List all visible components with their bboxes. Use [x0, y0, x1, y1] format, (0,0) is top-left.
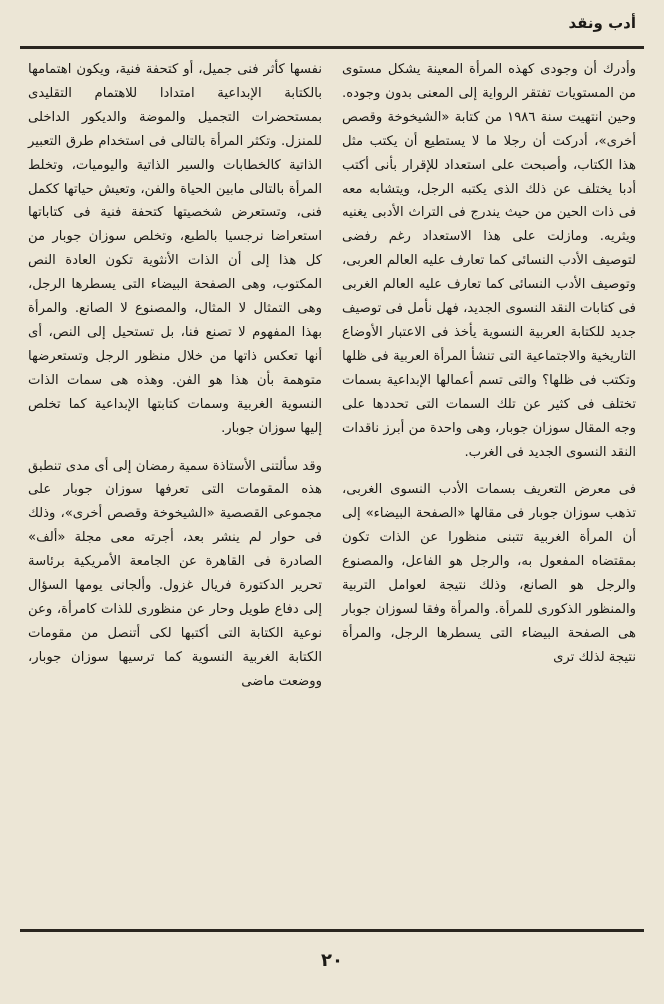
header-rule — [20, 46, 644, 49]
paragraph: نفسها كأثر فنى جميل، أو كتحفة فنية، ويكون اهتمامها بالكتابة الإبداعية امتدادا للاهتمام التقليدى بمستحضرات التجميل والموضة والديكور الداخلى للمنزل. وتكثر المرأة بالتالى فى استخدام طرق التعبير الذاتية كالخطابات والسير الذاتية واليوميات، وتخلط المرأة بالتالى مابين الحياة والفن، وتعيش حياتها ككمل فنى، وتستعرض شخصيتها كتحفة فنية فى كتاباتها استعراضا نرجسيا بالطبع، وتخلص سوزان جوبار من كل هذا إلى أن الذات الأنثوية تكون العادة النص المكتوب، وهى الصفحة البيضاء التى يسطرها الرجل، وهى التمثال لا المثال، والمصنوع لا الصانع. والمرأة بهذا المفهوم لا تصنع فنا، بل تستحيل إلى النص، أى أنها تعكس ذاتها من خلال منظور الرجل وتستعرضها متوهمة بأن هذا هو الفن. وهذه هى سمات الذات النسوية الغربية وسمات كتابتها الإبداعية كما تخلص إليها سوزان جوبار. — [28, 62, 322, 436]
left-column — [28, 58, 322, 920]
page-number: ٢٠ — [321, 950, 343, 971]
footer-rule — [20, 929, 644, 932]
paragraph: وأدرك أن وجودى كهذه المرأة المعينة يشكل مستوى من المستويات تفتقر الرواية إلى المعنى بدون وجوده. وحين انتهيت سنة ١٩٨٦ من كتابة «الشيخوخة وقصص أخرى»، أدركت أن رجلا ما لا يستطيع أن يكتب مثل هذا الكتاب، وأصبحت على استعداد للإقرار بأنى أكتب أدبا يختلف عن ذلك الذى يكتبه الرجل، ويتشابه معه فى ذات الحين من حيث يندرج فى التراث الأدبى يغنيه ويثريه. ومازلت على هذا الاستعداد رغم رفضى لتوصيف الأدب النسائى كما تعارف عليه العالم العربى، وتوصيف الأدب النسائى كما تعارف عليه العالم الغربى فى كتابات النقد النسوى الجديد، فهل نأمل فى توصيف جديد للكتابة العربية النسوية يأخذ فى الاعتبار الأوضاع التاريخية والاجتماعية التى تنشأ المرأة العربية فى ظلها وتكتب فى ظلها؟ والتى تسم أعمالها الإبداعية بسمات تختلف فى كثير عن تلك السمات التى تحددها على وجه المقال سوزان جوبار، وهى واحدة من أبرز ناقدات النقد النسوى الجديد فى الغرب. — [342, 62, 636, 460]
paragraph: فى معرض التعريف بسمات الأدب النسوى الغربى، تذهب سوزان جوبار فى مقالها «الصفحة البيضاء» إلى أن المرأة الغربية تتبنى منظورا عن الذات تكون بمقتضاه المفعول به، والرجل هو الفاعل، والمصنوع والرجل هو الصانع، وذلك نتيجة لعوامل التربية والمنظور الذكورى للمرأة. والمرأة وفقا لسوزان جوبار هى الصفحة البيضاء التى يسطرها الرجل، والمرأة نتيجة لذلك ترى — [342, 482, 636, 665]
paragraph: وقد سألتنى الأستاذة سمية رمضان إلى أى مدى تنطبق هذه المقومات التى تعرفها سوزان جوبار على مجموعى القصصية «الشيخوخة وقصص أخرى»، وذلك فى حوار لم ينشر بعد، أجرته معى مجلة «ألف» الصادرة فى القاهرة عن الجامعة الأمريكية برئاسة تحرير الدكتورة فريال غزول. وألجانى يومها السؤال إلى دفاع طويل وحار عن منظورى للذات كامرأة، وعن نوعية الكتابة التى أكتبها لكى أتنصل من مقومات الكتابة الغربية النسوية كما ترسيها سوزان جوبار، ووضعت ماضى — [28, 458, 322, 689]
right-column — [342, 58, 636, 920]
section-title: أدب ونقد — [568, 14, 636, 32]
article-body — [28, 58, 636, 920]
